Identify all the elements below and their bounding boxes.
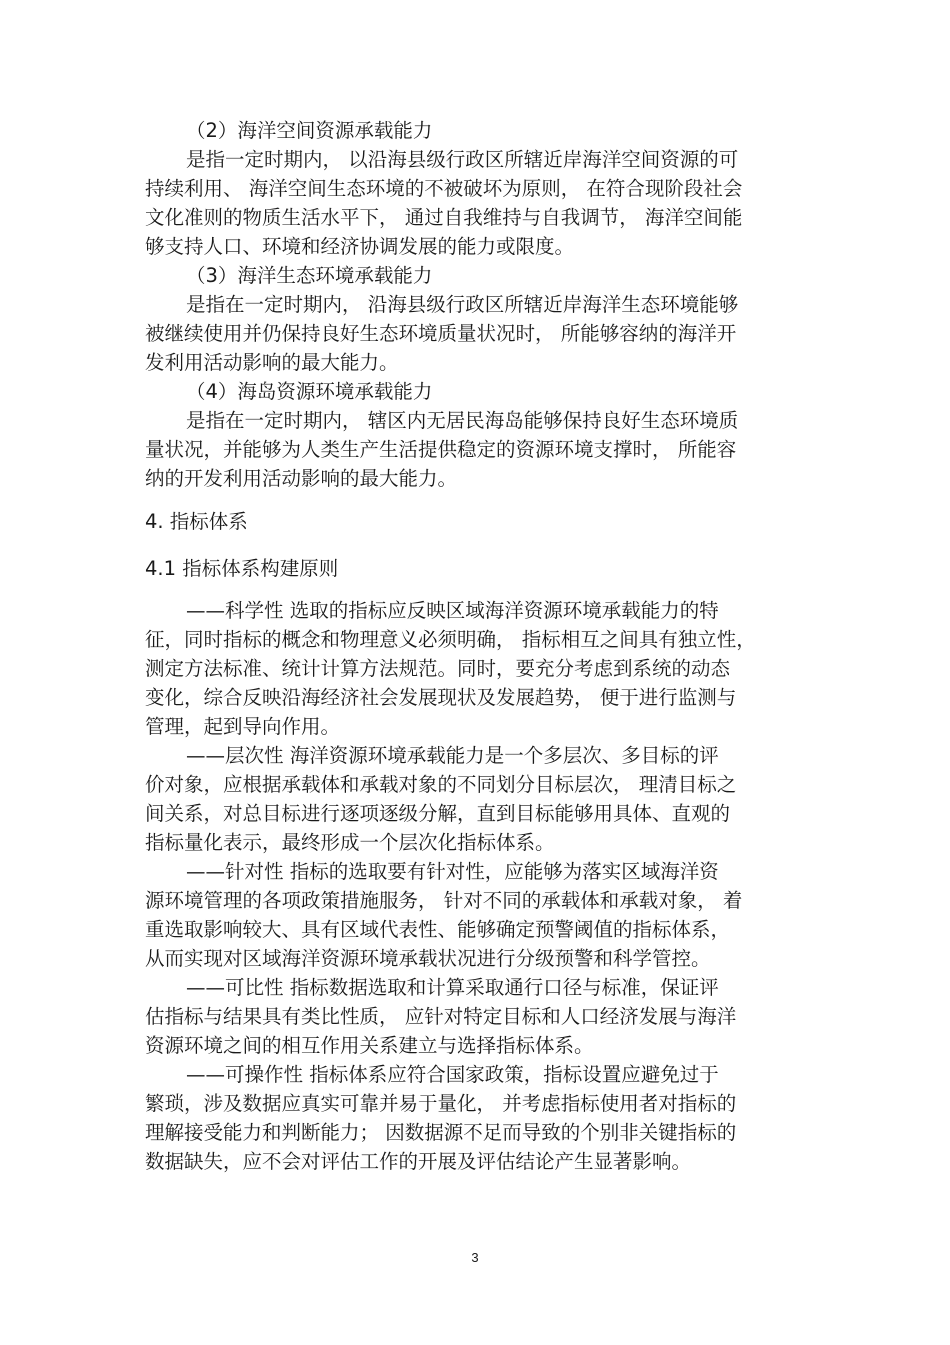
section-4-title: （4）海岛资源环境承载能力 xyxy=(186,380,433,403)
principle-line: 指标量化表示，最终形成一个层次化指标体系。 xyxy=(145,831,555,854)
principle-line: ——可比性 指标数据选取和计算采取通行口径与标准，保证评 xyxy=(186,976,719,999)
page-number: 3 xyxy=(471,1250,479,1265)
principle-line: ——针对性 指标的选取要有针对性，应能够为落实区域海洋资 xyxy=(186,860,719,883)
principle-line: ——可操作性 指标体系应符合国家政策，指标设置应避免过于 xyxy=(186,1063,719,1086)
principle-line: 变化，综合反映沿海经济社会发展现状及发展趋势， 便于进行监测与 xyxy=(145,686,737,709)
paragraph-line: 是指一定时期内， 以沿海县级行政区所辖近岸海洋空间资源的可 xyxy=(186,148,739,171)
principle-line: 估指标与结果具有类比性质， 应针对特定目标和人口经济发展与海洋 xyxy=(145,1005,737,1028)
principle-line: 资源环境之间的相互作用关系建立与选择指标体系。 xyxy=(145,1034,594,1057)
principle-line: 重选取影响较大、具有区域代表性、能够确定预警阈值的指标体系， xyxy=(145,918,731,941)
paragraph-line: 是指在一定时期内， 沿海县级行政区所辖近岸海洋生态环境能够 xyxy=(186,293,739,316)
paragraph-line: 量状况，并能够为人类生产生活提供稳定的资源环境支撑时， 所能容 xyxy=(145,438,737,461)
principle-line: ——科学性 选取的指标应反映区域海洋资源环境承载能力的特 xyxy=(186,599,719,622)
paragraph-line: 是指在一定时期内， 辖区内无居民海岛能够保持良好生态环境质 xyxy=(186,409,739,432)
paragraph-line: 发利用活动影响的最大能力。 xyxy=(145,351,399,374)
section-3-title: （3）海洋生态环境承载能力 xyxy=(186,264,433,287)
principle-line: 繁琐，涉及数据应真实可靠并易于量化， 并考虑指标使用者对指标的 xyxy=(145,1092,737,1115)
principle-line: 管理，起到导向作用。 xyxy=(145,715,341,738)
paragraph-line: 纳的开发利用活动影响的最大能力。 xyxy=(145,467,458,490)
principle-line: 数据缺失，应不会对评估工作的开展及评估结论产生显著影响。 xyxy=(145,1150,692,1173)
principle-line: 从而实现对区域海洋资源环境承载状况进行分级预警和科学管控。 xyxy=(145,947,711,970)
principle-line: ——层次性 海洋资源环境承载能力是一个多层次、多目标的评 xyxy=(186,744,719,767)
heading-construction-principles: 4.1 指标体系构建原则 xyxy=(145,557,339,580)
principle-line: 理解接受能力和判断能力； 因数据源不足而导致的个别非关键指标的 xyxy=(145,1121,737,1144)
principle-line: 间关系，对总目标进行逐项逐级分解，直到目标能够用具体、直观的 xyxy=(145,802,731,825)
principle-line: 征，同时指标的概念和物理意义必须明确， 指标相互之间具有独立性， xyxy=(145,628,756,651)
paragraph-line: 够支持人口、环境和经济协调发展的能力或限度。 xyxy=(145,235,575,258)
heading-indicator-system: 4. 指标体系 xyxy=(145,510,248,533)
principle-line: 源环境管理的各项政策措施服务， 针对不同的承载体和承载对象， 着 xyxy=(145,889,743,912)
principle-line: 价对象，应根据承载体和承载对象的不同划分目标层次， 理清目标之 xyxy=(145,773,737,796)
paragraph-line: 文化准则的物质生活水平下， 通过自我维持与自我调节， 海洋空间能 xyxy=(145,206,743,229)
section-2-title: （2）海洋空间资源承载能力 xyxy=(186,119,433,142)
paragraph-line: 被继续使用并仍保持良好生态环境质量状况时， 所能够容纳的海洋开 xyxy=(145,322,737,345)
paragraph-line: 持续利用、 海洋空间生态环境的不被破坏为原则， 在符合现阶段社会 xyxy=(145,177,743,200)
principle-line: 测定方法标准、统计计算方法规范。同时，要充分考虑到系统的动态 xyxy=(145,657,731,680)
